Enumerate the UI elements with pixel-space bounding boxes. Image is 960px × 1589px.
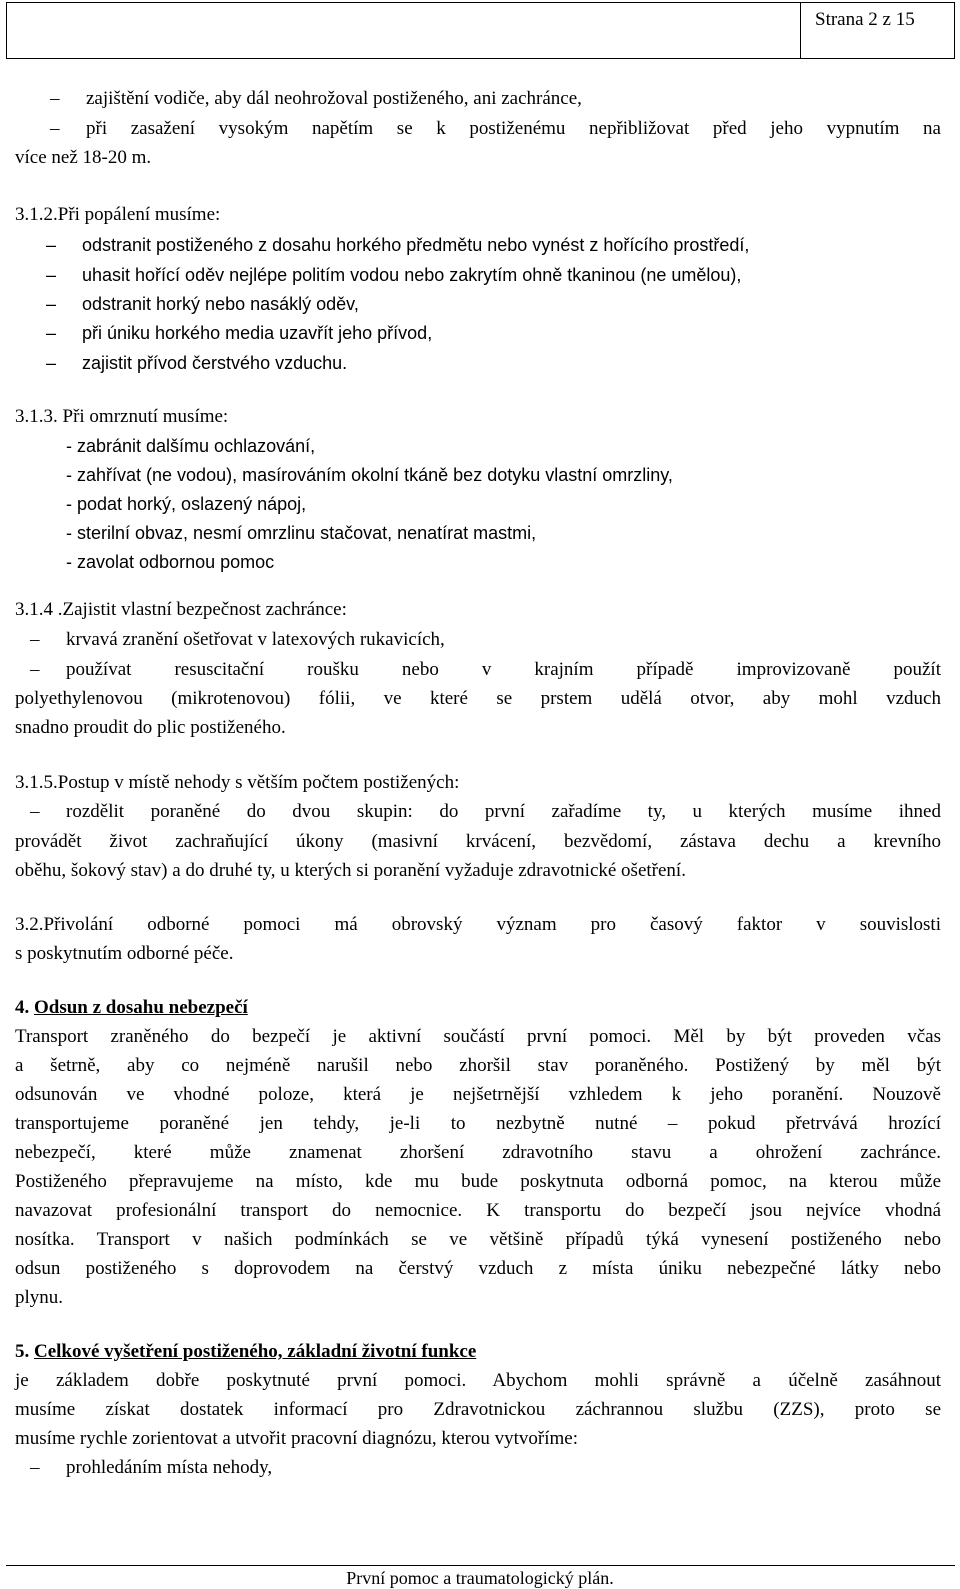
paragraph-line: musíme rychle zorientovat a utvořit pracovní diagnózu, kterou vytvoříme: bbox=[15, 1428, 578, 1449]
list-item: – krvavá zranění ošetřovat v latexových rukavicích, bbox=[30, 629, 445, 650]
text-line: více než 18-20 m. bbox=[15, 147, 152, 168]
paragraph-line: a šetrně, aby co nejméně narušil nebo zhoršil stav poraněného. Postižený by měl být bbox=[15, 1055, 941, 1076]
paragraph-line: nebezpečí, které může znamenat zhoršení zdravotního stavu a ohrožení zachránce. bbox=[15, 1142, 941, 1163]
section-heading-5: 5. Celkové vyšetření postiženého, základní životní funkce bbox=[15, 1341, 477, 1362]
list-item: – rozdělit poraněné do dvou skupin: do první zařadíme ty, u kterých musíme ihned bbox=[30, 801, 941, 822]
section-heading-3-2: 3.2.Přivolání odborné pomoci má obrovský význam pro časový faktor v souvislosti bbox=[15, 914, 941, 935]
paragraph-line: odsunován ve vhodné poloze, která je nejšetrnější vzhledem k jeho poranění. Nouzově bbox=[15, 1084, 941, 1105]
paragraph-line: transportujeme poraněné jen tehdy, je-li to nezbytně nutné – pokud přetrvává hrozící bbox=[15, 1113, 941, 1134]
list-item: - sterilní obvaz, nesmí omrzlinu stačovat, nenatírat mastmi, bbox=[66, 523, 537, 543]
list-item: – používat resuscitační roušku nebo v krajním případě improvizovaně použít bbox=[30, 659, 941, 680]
list-item: - zabránit dalšímu ochlazování, bbox=[66, 436, 316, 456]
list-item: – při úniku horkého media uzavřít jeho přívod, bbox=[46, 323, 433, 343]
list-item: – při zasažení vysokým napětím se k postiženému nepřibližovat před jeho vypnutím na bbox=[50, 118, 941, 139]
footer-title: První pomoc a traumatologický plán. bbox=[346, 1568, 614, 1588]
section-heading-3-1-4: 3.1.4 .Zajistit vlastní bezpečnost zachránce: bbox=[15, 599, 347, 620]
list-item: – odstranit horký nebo nasáklý oděv, bbox=[46, 294, 359, 314]
list-item: - zavolat odbornou pomoc bbox=[66, 552, 275, 572]
list-item: – zajistit přívod čerstvého vzduchu. bbox=[46, 353, 348, 373]
paragraph-line: plynu. bbox=[15, 1287, 64, 1308]
text-line: provádět život zachraňující úkony (masivní krvácení, bezvědomí, zástava dechu a krevního bbox=[15, 831, 941, 852]
paragraph-line: Postiženého přepravujeme na místo, kde mu bude poskytnuta odborná pomoc, na kterou může bbox=[15, 1171, 941, 1192]
paragraph-line: odsun postiženého s doprovodem na čerstvý vzduch z místa úniku nebezpečné látky nebo bbox=[15, 1258, 941, 1279]
page-number: Strana 2 z 15 bbox=[815, 9, 915, 30]
section-heading-3-1-2: 3.1.2.Při popálení musíme: bbox=[15, 204, 221, 225]
text-line: snadno proudit do plic postiženého. bbox=[15, 717, 286, 738]
paragraph-line: Transport zraněného do bezpečí je aktivní součástí první pomoci. Měl by být proveden včas bbox=[15, 1026, 941, 1047]
paragraph-line: navazovat profesionální transport do nemocnice. K transportu do bezpečí jsou nejvíce vhodná bbox=[15, 1200, 941, 1221]
footer-divider bbox=[6, 1565, 955, 1566]
list-item: – zajištění vodiče, aby dál neohrožoval postiženého, ani zachránce, bbox=[50, 88, 582, 109]
section-heading-4: 4. Odsun z dosahu nebezpečí bbox=[15, 997, 248, 1018]
section-heading-3-1-3: 3.1.3. Při omrznutí musíme: bbox=[15, 406, 229, 427]
section-heading-3-1-5: 3.1.5.Postup v místě nehody s větším počtem postižených: bbox=[15, 772, 460, 793]
text-line: oběhu, šokový stav) a do druhé ty, u kterých si poranění vyžaduje zdravotnické ošetření. bbox=[15, 860, 686, 881]
list-item: – uhasit hořící oděv nejlépe politím vodou nebo zakrytím ohně tkaninou (ne umělou), bbox=[46, 265, 742, 285]
list-item: – odstranit postiženého z dosahu horkého předmětu nebo vynést z hořícího prostředí, bbox=[46, 235, 750, 255]
paragraph-line: je základem dobře poskytnuté první pomoci. Abychom mohli správně a účelně zasáhnout bbox=[15, 1370, 941, 1391]
header-table bbox=[6, 2, 955, 59]
list-item: - zahřívat (ne vodou), masírováním okolní tkáně bez dotyku vlastní omrzliny, bbox=[66, 465, 673, 485]
list-item: - podat horký, oslazený nápoj, bbox=[66, 494, 307, 514]
header-divider bbox=[800, 3, 801, 58]
text-line: s poskytnutím odborné péče. bbox=[15, 943, 234, 964]
paragraph-line: musíme získat dostatek informací pro Zdravotnickou záchrannou službu (ZZS), proto se bbox=[15, 1399, 941, 1420]
paragraph-line: nosítka. Transport v našich podmínkách se ve většině případů týká vynesení postiženého nebo bbox=[15, 1229, 941, 1250]
text-line: polyethylenovou (mikrotenovou) fólii, ve které se prstem udělá otvor, aby mohl vzduch bbox=[15, 688, 941, 709]
list-item: – prohledáním místa nehody, bbox=[30, 1457, 273, 1478]
